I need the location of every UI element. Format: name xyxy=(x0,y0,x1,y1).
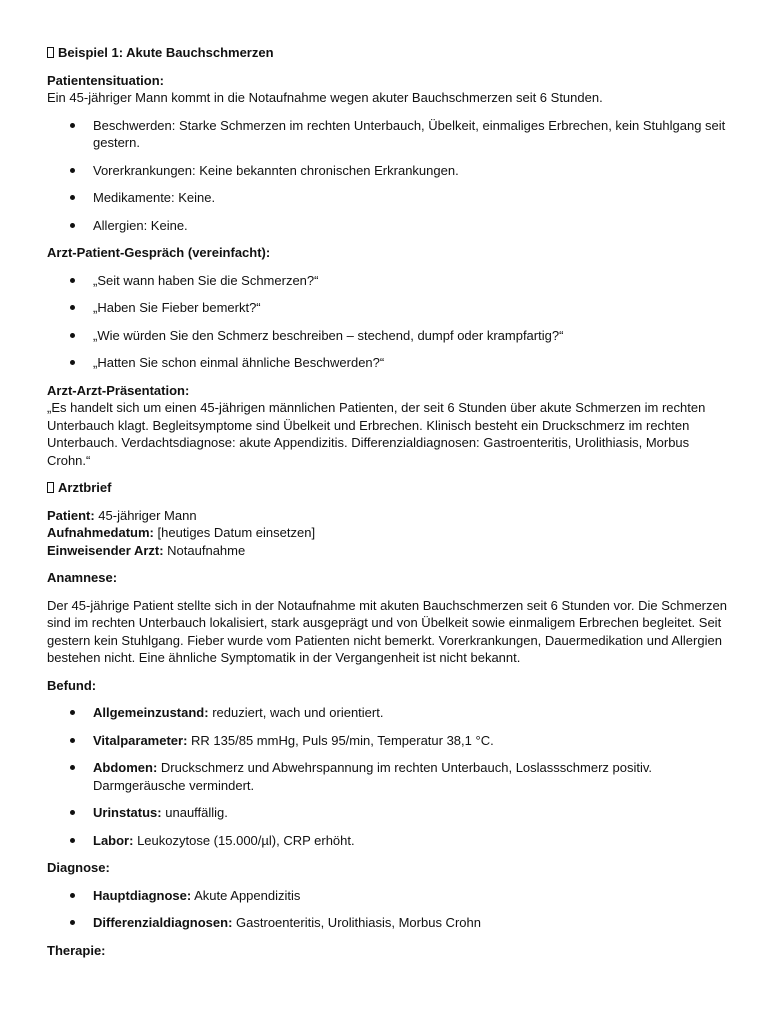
presentation-section xyxy=(47,382,728,470)
list-item: Allgemeinzustand: reduziert, wach und orientiert. xyxy=(47,704,728,722)
admission-value: [heutiges Datum einsetzen] xyxy=(157,525,316,540)
therapy-label: Therapie: xyxy=(47,942,106,958)
list-item: Medikamente: Keine. xyxy=(47,189,728,207)
list-item: „Hatten Sie schon einmal ähnliche Beschwerden?“ xyxy=(47,354,728,372)
list-item: Abdomen: Druckschmerz und Abwehrspannung im rechten Unterbauch, Loslassschmerz positiv. Darmgeräusche vermindert. xyxy=(47,759,728,794)
diagnosis-list xyxy=(47,887,728,932)
missing-glyph-icon xyxy=(47,482,54,493)
list-item: „Seit wann haben Sie die Schmerzen?“ xyxy=(47,272,728,290)
dialog-label: Arzt-Patient-Gespräch (vereinfacht): xyxy=(47,245,271,260)
list-item: Vitalparameter: RR 135/85 mmHg, Puls 95/min, Temperatur 38,1 °C. xyxy=(47,732,728,750)
situation-text: Ein 45-jähriger Mann kommt in die Notaufnahme wegen akuter Bauchschmerzen seit 6 Stunden. xyxy=(47,90,603,105)
referrer-field xyxy=(47,542,728,560)
list-item: Differenzialdiagnosen: Gastroenteritis, Urolithiasis, Morbus Crohn xyxy=(47,914,728,932)
letter-header-fields xyxy=(47,507,728,560)
patient-key: Patient: xyxy=(47,507,95,523)
anamnesis-text: Der 45-jährige Patient stellte sich in der Notaufnahme mit akuten Bauchschmerzen seit 6 Stunden vor. Die Schmerzen sind im rechten Unterbauch lokalisiert, stark ausgeprägt und von Übelkeit sowie einmaligem Erbrechen begleitet. Seit gestern kein Stuhlgang. Fieber wurde vom Patienten nicht bemerkt. Vorerkrankungen, Dauermedikation und Allergien bestehen nicht. Eine ähnliche Symptomatik in der Vergangenheit ist nicht bekannt. xyxy=(47,597,727,665)
situation-section xyxy=(47,72,728,107)
situation-list xyxy=(47,117,728,235)
admission-key: Aufnahmedatum: xyxy=(47,525,154,540)
list-item: Vorerkrankungen: Keine bekannten chronischen Erkrankungen. xyxy=(47,162,728,180)
list-item: Hauptdiagnose: Akute Appendizitis xyxy=(47,887,728,905)
patient-value: 45-jähriger Mann xyxy=(98,507,197,523)
findings-label: Befund: xyxy=(47,677,97,693)
admission-field xyxy=(47,524,728,542)
diagnosis-label: Diagnose: xyxy=(47,860,110,875)
dialog-list xyxy=(47,272,728,372)
missing-glyph-icon xyxy=(47,47,54,58)
patient-field xyxy=(47,507,728,525)
list-item: „Wie würden Sie den Schmerz beschreiben – stechend, dumpf oder krampfartig?“ xyxy=(47,327,728,345)
situation-label: Patientensituation: xyxy=(47,72,165,88)
list-item: Urinstatus: unauffällig. xyxy=(47,804,728,822)
list-item: Labor: Leukozytose (15.000/µl), CRP erhöht. xyxy=(47,832,728,850)
presentation-text: „Es handelt sich um einen 45-jährigen männlichen Patienten, der seit 6 Stunden über akute Schmerzen im rechten Unterbauch klagt. Begleitsymptome sind Übelkeit und Erbrechen. Klinisch besteht ein Druckschmerz im rechten Unterbauch. Verdachtsdiagnose: akute Appendizitis. Differenzialdiagnosen: Gastroenteritis, Urolithiasis, Morbus Crohn.“ xyxy=(47,400,706,468)
referrer-key: Einweisender Arzt: xyxy=(47,542,164,558)
list-item: Beschwerden: Starke Schmerzen im rechten Unterbauch, Übelkeit, einmaliges Erbrechen, kein Stuhlgang seit gestern. xyxy=(47,117,728,152)
findings-list xyxy=(47,704,728,849)
presentation-label: Arzt-Arzt-Präsentation: xyxy=(47,382,190,398)
referrer-value: Notaufnahme xyxy=(167,542,246,558)
anamnesis-label: Anamnese: xyxy=(47,570,118,585)
letter-heading: Arztbrief xyxy=(47,479,728,497)
example-heading: Beispiel 1: Akute Bauchschmerzen xyxy=(47,44,728,62)
list-item: „Haben Sie Fieber bemerkt?“ xyxy=(47,299,728,317)
list-item: Allergien: Keine. xyxy=(47,217,728,235)
